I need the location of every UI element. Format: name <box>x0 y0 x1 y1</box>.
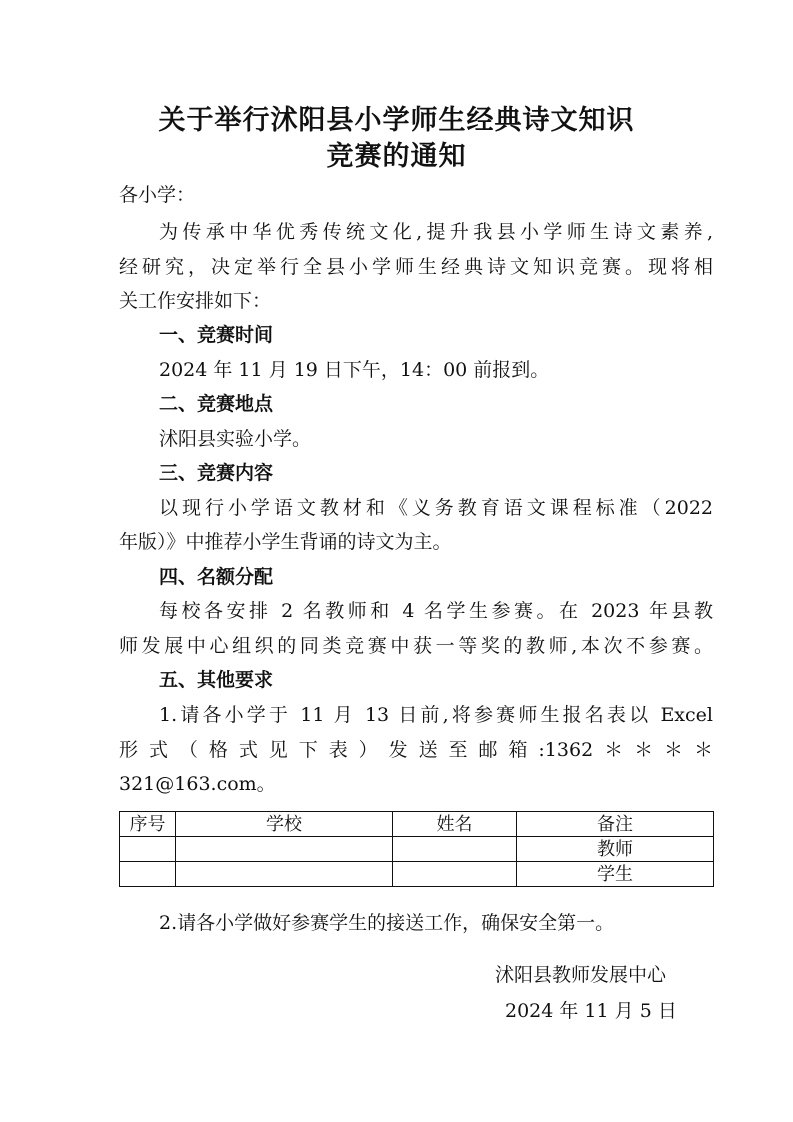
section-location-heading: 二、竞赛地点 <box>159 393 274 415</box>
table-cell <box>393 862 517 887</box>
table-cell <box>176 837 393 862</box>
intro-line-2: 经研究，决定举行全县小学师生经典诗文知识竞赛。现将相 <box>119 256 713 278</box>
section-location-text: 沭阳县实验小学。 <box>159 428 312 450</box>
section-other-item1-line-3: 321@163.com。 <box>119 773 276 795</box>
signature-org: 沭阳县教师发展中心 <box>495 964 667 986</box>
signature-date: 2024 年 11 月 5 日 <box>505 1000 677 1022</box>
section-other-item1-line-1: 1.请各小学于 11 月 13 日前,将参赛师生报名表以 Excel <box>159 704 713 726</box>
salutation: 各小学： <box>119 184 196 206</box>
intro-line-1: 为传承中华优秀传统文化,提升我县小学师生诗文素养, <box>159 221 713 243</box>
table-header-cell: 备注 <box>517 812 714 837</box>
table-cell <box>176 862 393 887</box>
table-cell <box>120 862 176 887</box>
registration-table <box>119 811 714 887</box>
section-quota-line-1: 每校各安排 2 名教师和 4 名学生参赛。在 2023 年县教 <box>159 600 713 622</box>
section-content-line-1: 以现行小学语文教材和《义务教育语文课程标准（2022 <box>159 497 713 519</box>
section-other-heading: 五、其他要求 <box>159 669 274 691</box>
section-quota-heading: 四、名额分配 <box>159 566 274 588</box>
table-header-row <box>120 812 714 837</box>
table-header-cell: 学校 <box>176 812 393 837</box>
section-time-heading: 一、竞赛时间 <box>159 324 274 346</box>
section-other-item2: 2.请各小学做好参赛学生的接送工作，确保安全第一。 <box>159 912 615 934</box>
section-content-heading: 三、竞赛内容 <box>159 462 274 484</box>
table-header-cell: 序号 <box>120 812 176 837</box>
table-cell: 教师 <box>517 837 714 862</box>
section-other-item1-line-2: 形式（格式见下表）发送至邮箱:1362＊＊＊＊ <box>119 739 713 761</box>
table-cell <box>120 837 176 862</box>
table-header-cell: 姓名 <box>393 812 517 837</box>
intro-line-3: 关工作安排如下： <box>119 290 272 312</box>
title-line-2: 竞赛的通知 <box>326 141 467 172</box>
table-row <box>120 862 714 887</box>
section-quota-line-2: 师发展中心组织的同类竞赛中获一等奖的教师,本次不参赛。 <box>119 635 713 657</box>
table-row <box>120 837 714 862</box>
title-line-1: 关于举行沭阳县小学师生经典诗文知识 <box>158 105 635 136</box>
table-cell <box>393 837 517 862</box>
table-cell: 学生 <box>517 862 714 887</box>
section-time-text: 2024 年 11 月 19 日下午，14：00 前报到。 <box>159 359 550 381</box>
section-content-line-2: 年版）》中推荐小学生背诵的诗文为主。 <box>119 531 452 553</box>
